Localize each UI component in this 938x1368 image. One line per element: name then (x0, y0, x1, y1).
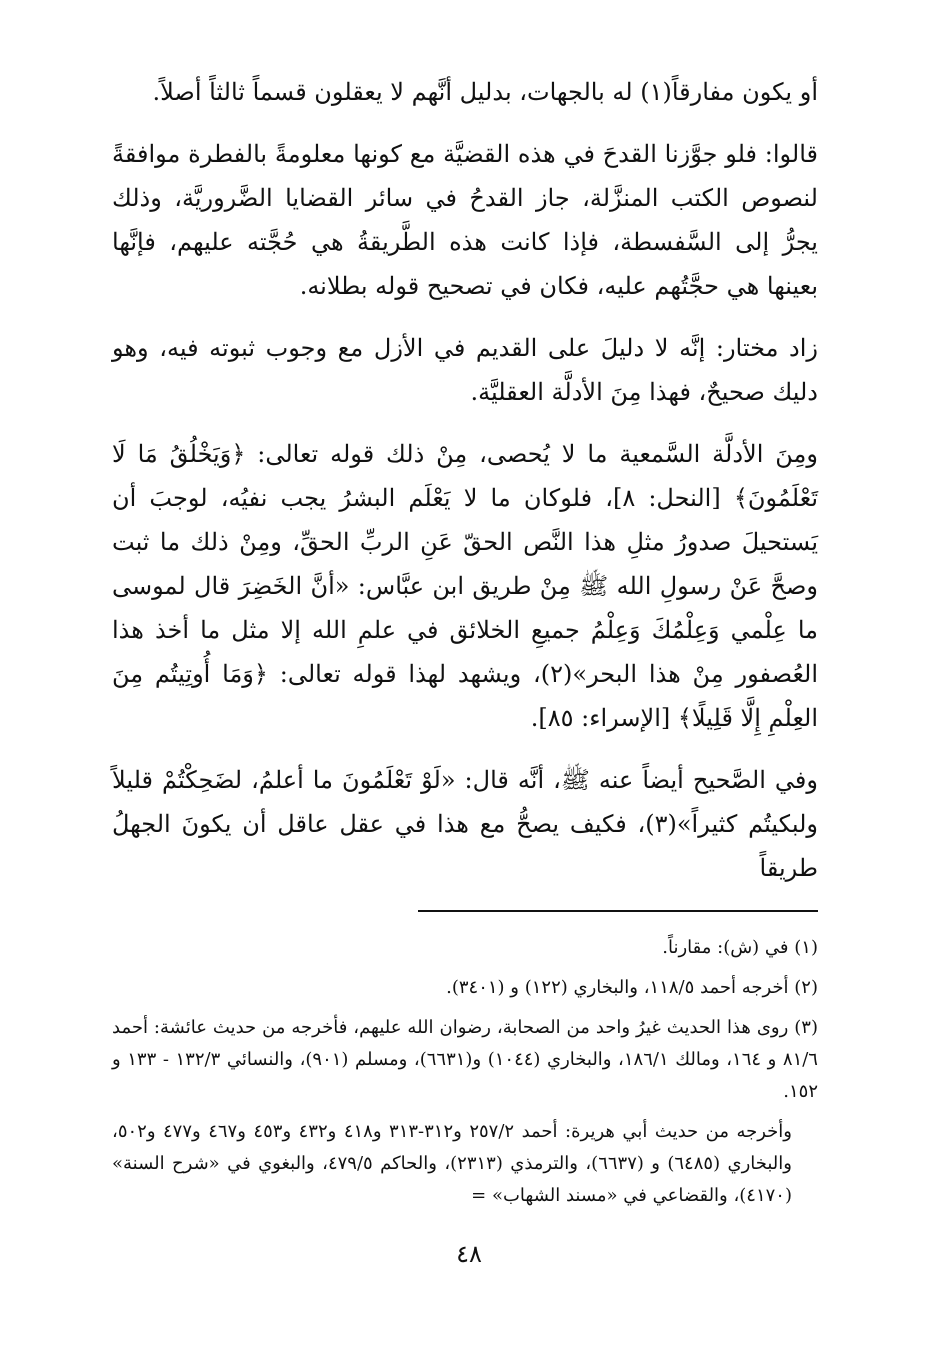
paragraph: وفي الصَّحيح أيضاً عنه ﷺ، أنَّه قال: «لَوْ تَعْلَمُونَ ما أعلمُ، لضَحِكْتُمْ قليلاً ولبكيتُم كثيراً»(٣)، فكيف يصحُّ مع هذا في عقل عاقل أن يكونَ الجهلُ طريقاً (112, 766, 818, 882)
footnote: (٢) أخرجه أحمد ١١٨/٥، والبخاري (١٢٢) و (٣٤٠١). (446, 977, 818, 998)
paragraph: زاد مختار: إنَّه لا دليلَ على القديم في الأزل مع وجوب ثبوته فيه، وهو دليك صحيحٌ، فهذا مِنَ الأدلَّة العقليَّة. (112, 334, 818, 406)
footnote-continuation: وأخرجه من حديث أبي هريرة: أحمد ٢٥٧/٢ و٣١٢-٣١٣ و٤١٨ و٤٣٢ و٤٥٣ و٤٦٧ و٤٧٧ و٥٠٢، والبخاري (٦٤٨٥) و (٦٦٣٧)، والترمذي (٢٣١٣)، والحاكم ٤٧٩/٥، والبغوي في «شرح السنة» (٤١٧٠)، والقضاعي في «مسند الشهاب» = (112, 1121, 792, 1206)
footnotes (112, 932, 818, 1212)
paragraph: قالوا: فلو جوَّزنا القدحَ في هذه القضيَّة مع كونها معلومةً بالفطرة موافقةً لنصوص الكتب المنزَّلة، جاز القدحُ في سائر القضايا الضَّروريَّة، وذلك يجرُّ إلى السَّفسطة، فإذا كانت هذه الطَّريقةُ هي حُجَّته عليهم، فإنَّها بعينها هي حجَّتُهم عليه، فكان في تصحيح قوله بطلانه. (112, 140, 818, 300)
page-number: ٤٨ (456, 1240, 482, 1268)
paragraph: أو يكون مفارقاً(١) له بالجهات، بدليل أنَّهم لا يعقلون قسماً ثالثاً أصلاً. (152, 78, 818, 106)
main-text (112, 70, 818, 890)
footnote-divider (418, 910, 818, 912)
paragraph: ومِنَ الأدلَّة السَّمعية ما لا يُحصى، مِنْ ذلك قوله تعالى: ﴿وَيَخْلُقُ مَا لَا تَعْلَمُونَ﴾ [النحل: ٨]، فلوكان ما لا يَعْلَم البشرُ يجب نفيُه، لوجبَ أن يَستحيلَ صدورُ مثلِ هذا النَّص الحقّ عَنِ الربِّ الحقِّ، ومِنْ ذلك ما ثبت وصحَّ عَنْ رسولِ الله ﷺ مِنْ طريق ابن عبَّاس: «أنَّ الخَضِرَ قال لموسى ما عِلْمي وَعِلْمُكَ وَعِلْمُ جميعِ الخلائق في علمِ الله إلا مثل ما أخذ هذا العُصفور مِنْ هذا البحر»(٢)، ويشهد لهذا قوله تعالى: ﴿وَمَا أُوتِيتُم مِنَ العِلْمِ إِلَّا قَلِيلًا﴾ [الإسراء: ٨٥]. (112, 440, 818, 732)
footnote: (١) في (ش): مقارناً. (662, 937, 818, 958)
footnote: (٣) روى هذا الحديث غيرُ واحد من الصحابة، رضوان الله عليهم، فأخرجه من حديث عائشة: أحمد ٨١/٦ و ١٦٤، ومالك ١٨٦/١، والبخاري (١٠٤٤) و(٦٦٣١)، ومسلم (٩٠١)، والنسائي ١٣٢/٣ - ١٣٣ و ١٥٢. (112, 1017, 818, 1102)
